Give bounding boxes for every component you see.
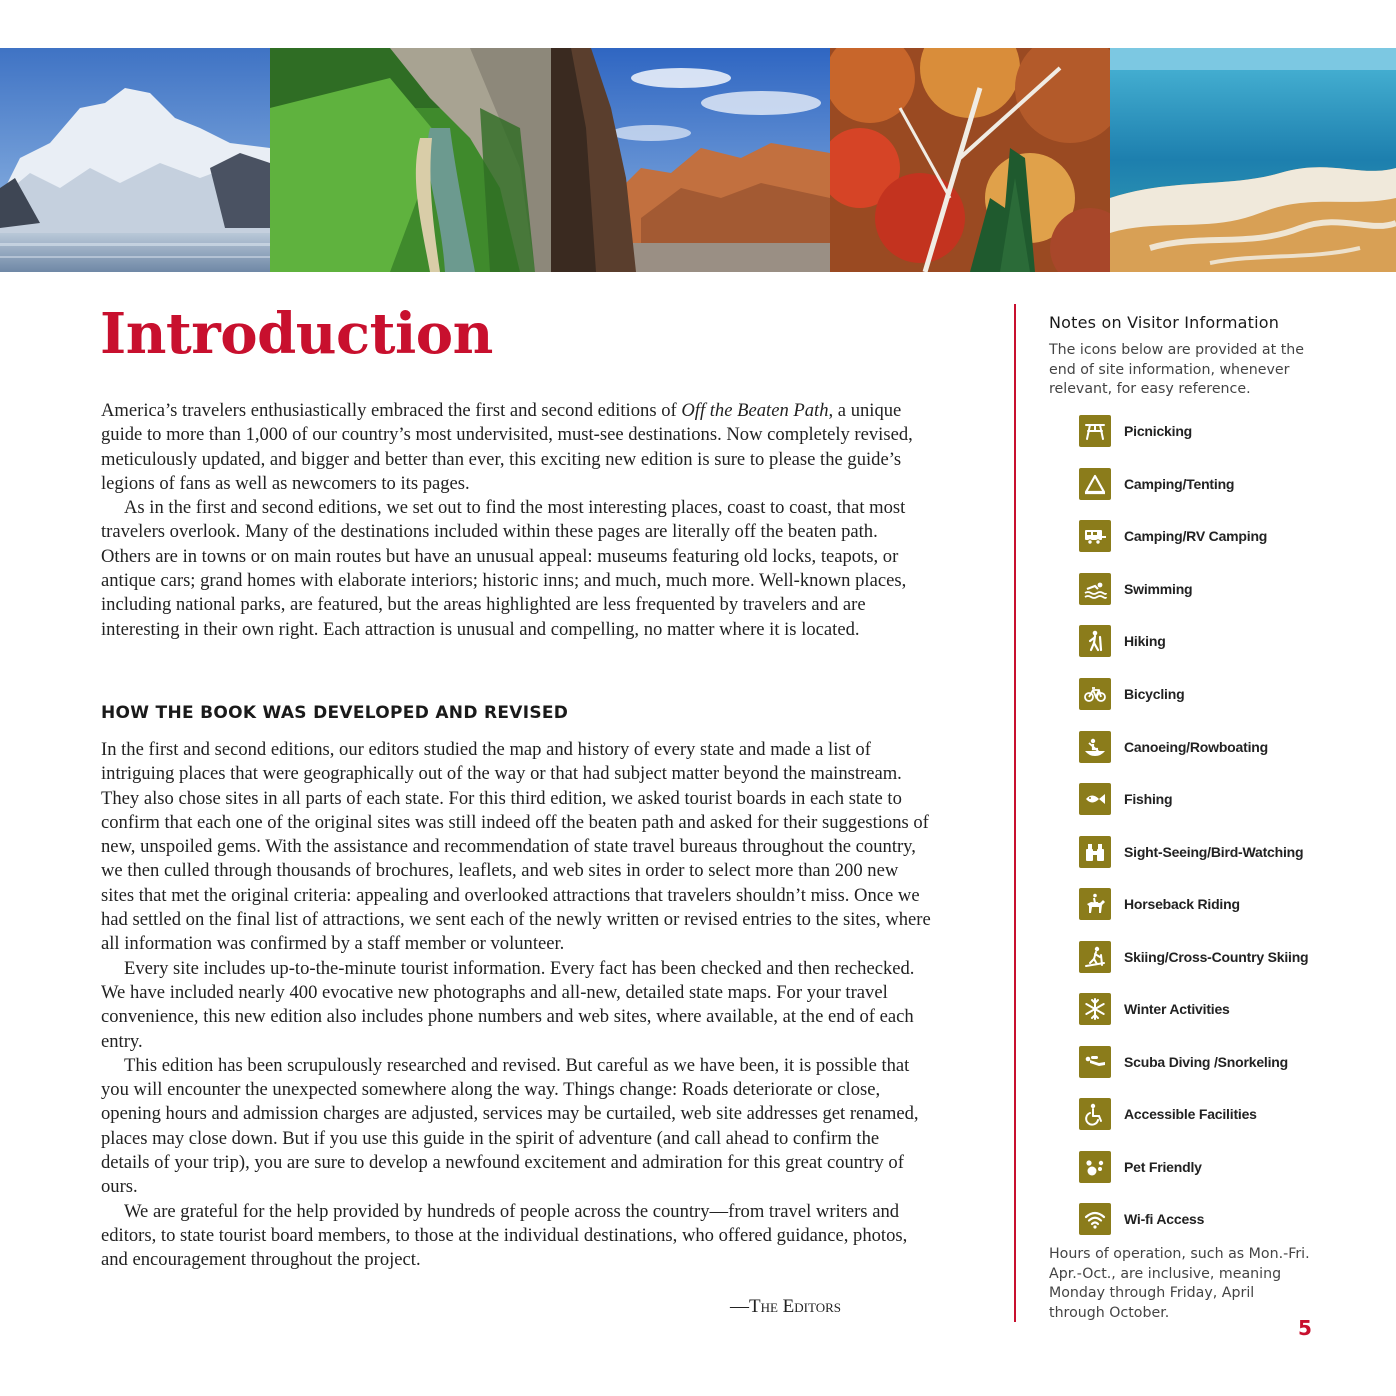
editors-signature [730, 1296, 841, 1318]
wifi-icon [1079, 1203, 1111, 1235]
paw-icon [1079, 1151, 1111, 1183]
river-valley-photo [270, 48, 551, 272]
diver-icon [1079, 1046, 1111, 1078]
development-paragraph: Every site includes up-to-the-minute tourist information. Every fact has been checked and then rechecked. We have included nearly 400 evocative new photographs and all-new, detailed state maps. For your travel convenience, this new edition also includes phone numbers and web sites, where available, at the end of each entry. [101, 957, 915, 1052]
legend-label: Horseback Riding [1124, 896, 1240, 912]
horse-rider-icon [1079, 888, 1111, 920]
swimmer-icon [1079, 573, 1111, 605]
section-heading: HOW THE BOOK WAS DEVELOPED AND REVISED [101, 703, 569, 723]
ocean-beach-photo [1110, 48, 1396, 272]
development-paragraph: In the first and second editions, our editors studied the map and history of every state and made a list of intriguing places that were geographically out of the way or that had subject matter beyond the mainstream. They also chose sites in all parts of each state. For this third edition, we asked tourist boards in each state to confirm that each one of the original sites was still indeed off the beaten path and asked for their suggestions of new, unspoiled gems. With the assistance and recommendation of state travel bureaus throughout the country, we then culled through thousands of brochures, leaflets, and web sites in order to select more than 200 new sites that met the original criteria: appealing and overlooked attractions that travelers shouldn’t miss. Once we had settled on the final list of attractions, we sent each of the newly written or revised entries to the sites, where all information was confirmed by a staff member or volunteer. [101, 739, 931, 955]
rv-icon [1079, 520, 1111, 552]
legend-item-horseback-riding [1079, 888, 1240, 920]
legend-label: Wi-fi Access [1124, 1211, 1205, 1227]
page-number: 5 [1298, 1316, 1312, 1340]
hours-note: Hours of operation, such as Mon.-Fri. Apr.-Oct., are inclusive, meaning Monday through Friday, April through October. [1049, 1246, 1310, 1321]
hiker-icon [1079, 625, 1111, 657]
legend-label: Swimming [1124, 581, 1193, 597]
legend-item-bicycling [1079, 678, 1184, 710]
legend-item-skiing [1079, 941, 1308, 973]
canyon-rock-photo [551, 48, 830, 272]
legend-item-sight-seeing [1079, 836, 1303, 868]
legend-label: Hiking [1124, 633, 1166, 649]
development-paragraph: We are grateful for the help provided by hundreds of people across the country—from travel writers and editors, to state tourist board members, to those at the individual destinations, who offered guidance, photos, and encouragement throughout the project. [101, 1200, 908, 1271]
legend-label: Camping/Tenting [1124, 476, 1235, 492]
autumn-forest-photo [830, 48, 1110, 272]
bicycle-icon [1079, 678, 1111, 710]
page-title: Introduction [100, 301, 493, 367]
book-title: Off the Beaten Path, [681, 400, 834, 421]
skier-icon [1079, 941, 1111, 973]
legend-item-wifi-access [1079, 1203, 1204, 1235]
sidebar-title: Notes on Visitor Information [1049, 313, 1280, 332]
development-text [101, 738, 931, 1273]
intro-paragraph-1 [101, 399, 931, 496]
binoculars-icon [1079, 836, 1111, 868]
legend-item-camping-tenting [1079, 468, 1234, 500]
legend-item-picnicking [1079, 415, 1192, 447]
legend-label: Canoeing/Rowboating [1124, 739, 1268, 755]
tent-icon [1079, 468, 1111, 500]
intro-paragraph-1-start: America’s travelers enthusiastically embraced the first and second editions of [101, 400, 682, 421]
legend-item-winter-activities [1079, 993, 1230, 1025]
legend-item-canoeing [1079, 731, 1268, 763]
legend-item-fishing [1079, 783, 1172, 815]
legend-label: Bicycling [1124, 686, 1185, 702]
legend-item-hiking [1079, 625, 1166, 657]
legend-label: Winter Activities [1124, 1001, 1230, 1017]
signature-text: —The Editors [730, 1296, 842, 1317]
snowflake-icon [1079, 993, 1111, 1025]
legend-label: Fishing [1124, 791, 1173, 807]
intro-paragraph-2: As in the first and second editions, we set out to find the most interesting places, coast to coast, that most travelers overlook. Many of the destinations included within these pages are literally off the beaten path. Others are in towns or on main routes but have an unusual appeal: museums featuring old locks, teapots, or antique cars; grand homes with elaborate interiors; historic inns; and much, much more. Well-known places, including national parks, are featured, but the areas highlighted are less frequented by travelers and are interesting in their own right. Each attraction is unusual and compelling, no matter where it is located. [101, 497, 907, 640]
intro-text [101, 399, 931, 642]
legend-label: Sight-Seeing/Bird-Watching [1124, 844, 1304, 860]
wheelchair-icon [1079, 1098, 1111, 1130]
glacier-photo [0, 48, 270, 272]
legend-label: Scuba Diving /Snorkeling [1124, 1054, 1289, 1070]
intro-paragraph-1-end: a unique guide to more than 1,000 of our country’s most undervisited, must-see destinations. Now completely revised, meticulously updated, and bigger and better than ever, this exciting new edition is sure to please the guide’s legions of fans as well as newcomers to its pages. [101, 400, 913, 494]
legend-label: Camping/RV Camping [1124, 528, 1268, 544]
legend-label: Picnicking [1124, 423, 1193, 439]
legend-item-pet-friendly [1079, 1151, 1202, 1183]
photo-strip [0, 48, 1396, 272]
sidebar-intro: The icons below are provided at the end of site information, whenever relevant, for easy reference. [1049, 342, 1304, 397]
legend-label: Accessible Facilities [1124, 1106, 1257, 1122]
development-paragraph: This edition has been scrupulously researched and revised. But careful as we have been, it is possible that you will encounter the unexpected somewhere along the way. Things change: Roads deteriorate or close, opening hours and admission charges are adjusted, services may be curtailed, web site addresses get renamed, places may close down. But if you use this guide in the spirit of adventure (and call ahead to confirm the details of your trip), you are sure to develop a newfound excitement and admiration for this great country of ours. [101, 1054, 919, 1198]
legend-label: Pet Friendly [1124, 1159, 1202, 1175]
fish-icon [1079, 783, 1111, 815]
canoe-icon [1079, 731, 1111, 763]
legend-item-scuba-diving [1079, 1046, 1288, 1078]
legend-item-accessible [1079, 1098, 1257, 1130]
legend-item-rv-camping [1079, 520, 1267, 552]
column-divider [1014, 304, 1016, 1322]
picnic-table-icon [1079, 415, 1111, 447]
legend-label: Skiing/Cross-Country Skiing [1124, 949, 1309, 965]
legend-item-swimming [1079, 573, 1192, 605]
